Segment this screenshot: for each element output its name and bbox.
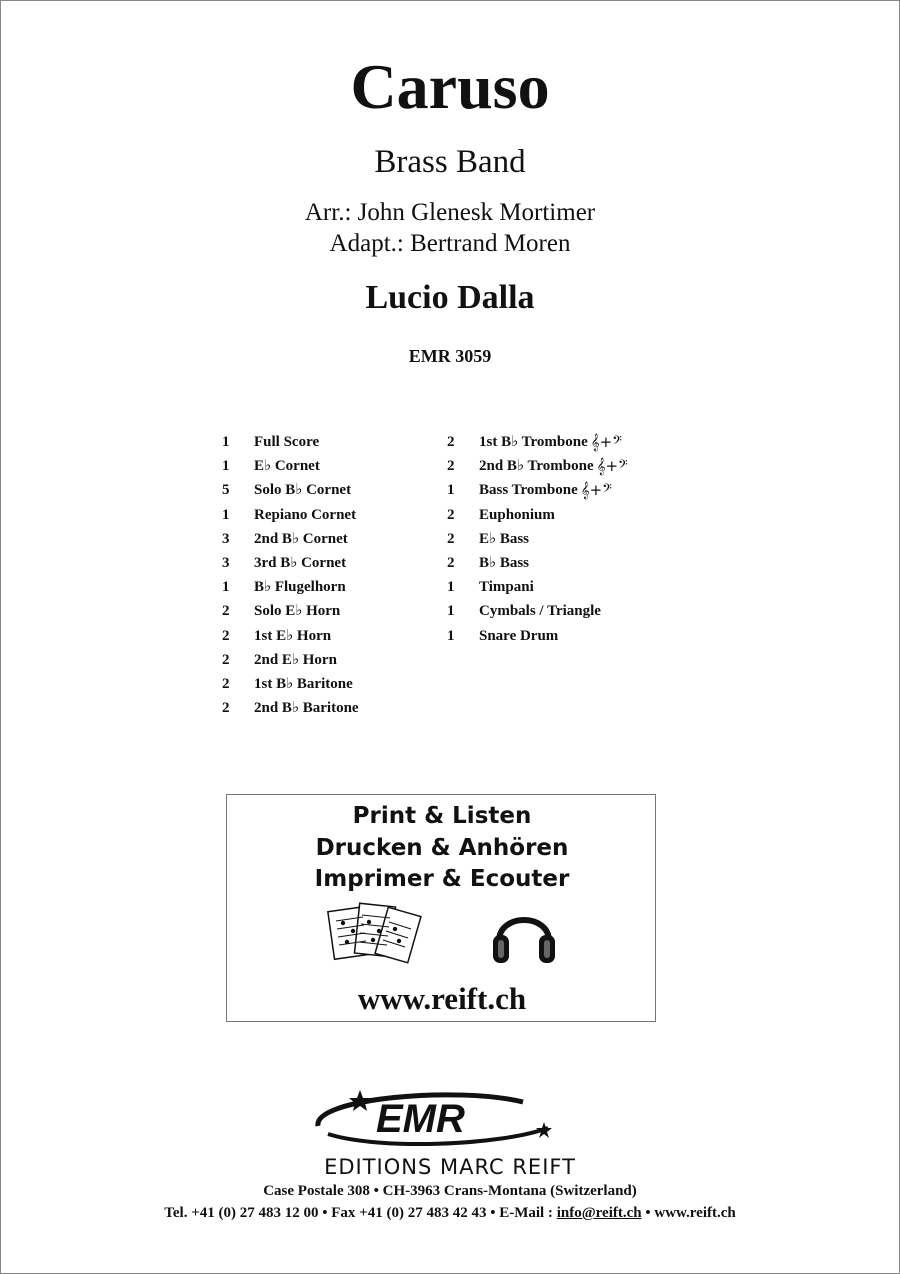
- part-row: [447, 551, 628, 575]
- part-quantity: 2: [447, 458, 455, 475]
- part-name: Timpani: [479, 579, 534, 596]
- treble-bass-clef-icon: 𝄞+𝄢: [580, 481, 612, 500]
- part-name: Solo E♭ Horn: [254, 603, 341, 620]
- publisher-address: Case Postale 308 • CH-3963 Crans-Montana (Switzerland): [263, 1183, 637, 1199]
- part-row: [447, 430, 628, 454]
- part-name: 1st B♭ Trombone: [479, 434, 588, 450]
- svg-text:EMR: EMR: [376, 1097, 465, 1141]
- adapter-credit: Adapt.: Bertrand Moren: [329, 230, 571, 257]
- part-quantity: 2: [222, 651, 230, 668]
- part-row: [222, 648, 359, 672]
- ensemble-type: Brass Band: [374, 144, 526, 180]
- part-name: Snare Drum: [479, 627, 559, 644]
- contact-phone-fax: Tel. +41 (0) 27 483 12 00 • Fax +41 (0) 27 483 42 43 • E-Mail :: [164, 1205, 557, 1221]
- part-name: 2nd E♭ Horn: [254, 651, 337, 668]
- part-name: E♭ Cornet: [254, 458, 320, 475]
- part-row: [222, 551, 359, 575]
- email-link[interactable]: info@reift.ch: [556, 1205, 642, 1221]
- part-name: 1st B♭ Baritone: [254, 675, 353, 692]
- part-row: [447, 503, 628, 527]
- part-row: [222, 527, 359, 551]
- part-quantity: 2: [447, 434, 455, 450]
- part-row: [447, 575, 628, 599]
- part-quantity: 2: [222, 675, 230, 692]
- part-name: 2nd B♭ Cornet: [254, 530, 348, 547]
- part-name: Repiano Cornet: [254, 506, 357, 523]
- part-quantity: 1: [222, 458, 230, 475]
- part-quantity: 2: [222, 603, 230, 620]
- part-row: [447, 527, 628, 551]
- parts-list-right: [447, 430, 628, 648]
- part-name: 2nd B♭ Baritone: [254, 700, 359, 717]
- part-row: [222, 624, 359, 648]
- part-row: [222, 503, 359, 527]
- headphones-icon: [489, 901, 559, 967]
- part-name: Bass Trombone: [479, 482, 578, 499]
- part-name: B♭ Flugelhorn: [254, 579, 346, 596]
- arranger-credit: Arr.: John Glenesk Mortimer: [304, 199, 596, 226]
- part-quantity: 3: [222, 530, 230, 547]
- part-name: E♭ Bass: [479, 530, 530, 547]
- part-name: 2nd B♭ Trombone: [479, 458, 594, 475]
- part-row: [222, 599, 359, 623]
- part-name: Cymbals / Triangle: [479, 603, 601, 620]
- contact-website[interactable]: • www.reift.ch: [641, 1205, 736, 1221]
- part-row: [222, 454, 359, 478]
- catalog-number: EMR 3059: [408, 346, 492, 366]
- emr-logo: [308, 1088, 558, 1150]
- part-quantity: 1: [222, 506, 230, 523]
- part-quantity: 1: [222, 434, 230, 450]
- part-row: [447, 478, 628, 502]
- print-listen-box: [226, 794, 656, 1022]
- part-row: [447, 454, 628, 478]
- part-name: Full Score: [254, 434, 320, 450]
- part-name: Solo B♭ Cornet: [254, 482, 352, 499]
- part-row: [447, 624, 628, 648]
- part-quantity: 1: [447, 603, 455, 620]
- promo-line-german: Drucken & Anhören: [315, 835, 569, 861]
- part-row: [222, 575, 359, 599]
- part-name: 3rd B♭ Cornet: [254, 554, 347, 571]
- part-quantity: 1: [447, 579, 455, 596]
- promo-line-english: Print & Listen: [352, 803, 532, 829]
- promo-website[interactable]: www.reift.ch: [357, 981, 527, 1016]
- part-row: [222, 478, 359, 502]
- promo-line-french: Imprimer & Ecouter: [314, 866, 570, 892]
- part-name: 1st E♭ Horn: [254, 627, 332, 644]
- publisher-name: EDITIONS MARC REIFT: [324, 1155, 576, 1179]
- score-title: Caruso: [350, 51, 550, 122]
- part-quantity: 2: [447, 530, 455, 547]
- part-quantity: 1: [447, 482, 455, 499]
- part-quantity: 1: [447, 627, 455, 644]
- part-quantity: 1: [222, 579, 230, 596]
- part-name: B♭ Bass: [479, 554, 530, 571]
- part-row: [222, 672, 359, 696]
- sheet-music-icon: [327, 901, 423, 967]
- part-row: [222, 430, 359, 454]
- part-quantity: 2: [222, 700, 230, 717]
- part-quantity: 3: [222, 554, 230, 571]
- part-row: [222, 696, 359, 720]
- part-quantity: 2: [447, 506, 455, 523]
- part-name: Euphonium: [479, 506, 555, 523]
- treble-bass-clef-icon: 𝄞+𝄢: [590, 433, 622, 451]
- composer-name: Lucio Dalla: [365, 279, 535, 316]
- parts-list-left: [222, 430, 359, 720]
- part-quantity: 2: [447, 554, 455, 571]
- part-row: [447, 599, 628, 623]
- part-quantity: 5: [222, 482, 230, 499]
- part-quantity: 2: [222, 627, 230, 644]
- treble-bass-clef-icon: 𝄞+𝄢: [596, 457, 628, 476]
- publisher-contact: [0, 1203, 900, 1223]
